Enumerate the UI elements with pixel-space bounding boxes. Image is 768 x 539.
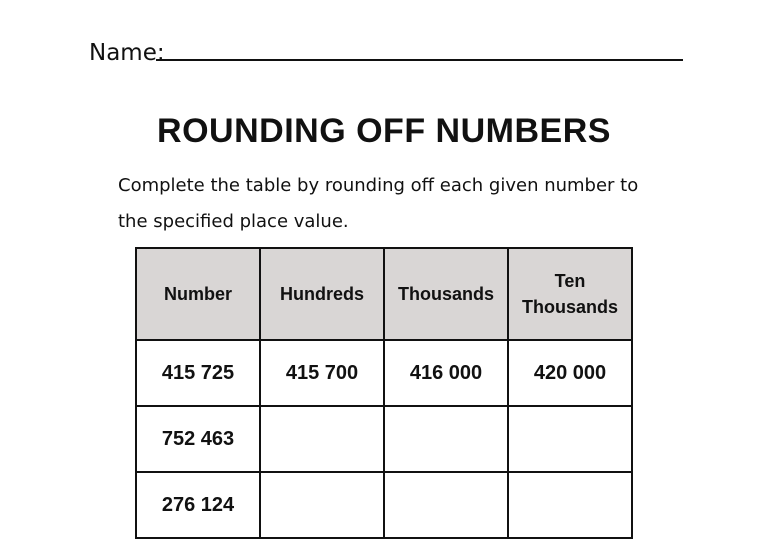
thousands-cell[interactable] <box>384 406 508 472</box>
ten-thousands-cell[interactable] <box>508 472 632 538</box>
number-cell: 415 725 <box>136 340 260 406</box>
ten-thousands-cell: 420 000 <box>508 340 632 406</box>
hundreds-cell: 415 700 <box>260 340 384 406</box>
rounding-table <box>135 247 633 539</box>
hundreds-cell[interactable] <box>260 406 384 472</box>
name-line <box>156 59 683 61</box>
instructions-text: Complete the table by rounding off each given number to the specified place value. <box>118 175 639 232</box>
table-row <box>136 406 632 472</box>
column-header-number: Number <box>136 248 260 340</box>
table-row <box>136 340 632 406</box>
column-header-thousands: Thousands <box>384 248 508 340</box>
name-row <box>89 38 683 68</box>
column-header-hundreds: Hundreds <box>260 248 384 340</box>
worksheet-title: ROUNDING OFF NUMBERS <box>157 112 611 150</box>
thousands-cell[interactable] <box>384 472 508 538</box>
name-label: Name: <box>89 40 165 66</box>
number-cell: 276 124 <box>136 472 260 538</box>
table-header-row <box>136 248 632 340</box>
column-header-ten-thousands: Ten Thousands <box>508 248 632 340</box>
number-cell: 752 463 <box>136 406 260 472</box>
thousands-cell: 416 000 <box>384 340 508 406</box>
hundreds-cell[interactable] <box>260 472 384 538</box>
ten-thousands-cell[interactable] <box>508 406 632 472</box>
table-row <box>136 472 632 538</box>
